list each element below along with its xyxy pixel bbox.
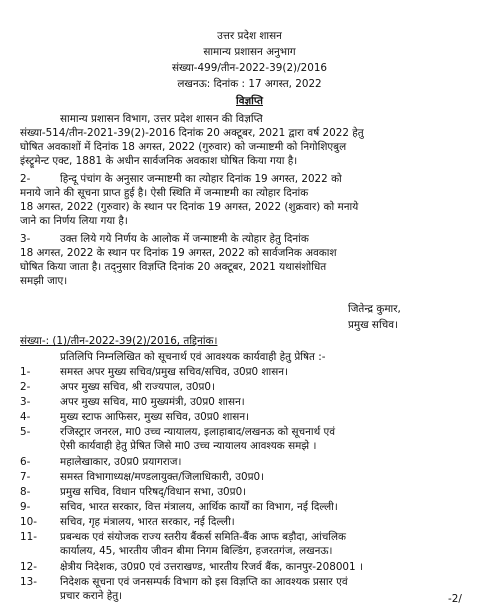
para1-line: संख्या-514/तीन-2021-39(2)-2016 दिनांक 20 अक्टूबर, 2021 द्वारा वर्ष 2022 हेतु <box>20 127 364 139</box>
signatory-name: जितेन्द्र कुमार, <box>348 303 401 315</box>
copy-item-number: 8- <box>20 486 31 498</box>
copy-item-text: निदेशक सूचना एवं जनसम्पर्क विभाग को इस विज्ञप्ति का आवश्यक प्रसार एवं <box>60 576 348 588</box>
copy-number-line: संख्या-: (1)/तीन-2022-39(2)/2016, तद्दिनांक। <box>20 335 218 347</box>
copy-item-number: 13- <box>20 576 37 588</box>
signatory-designation: प्रमुख सचिव। <box>348 319 398 331</box>
copy-item-number: 5- <box>20 426 31 438</box>
para3-number: 3- <box>20 233 31 245</box>
copy-item-number: 12- <box>20 561 37 573</box>
copy-item-number: 7- <box>20 471 31 483</box>
copy-item-number: 1- <box>20 366 31 378</box>
place-date: लखनऊ: दिनांक : 17 अगस्त, 2022 <box>177 78 322 90</box>
copy-item-number: 4- <box>20 411 31 423</box>
para2-line: जाने का निर्णय लिया गया है। <box>20 215 128 227</box>
copy-item-number: 11- <box>20 531 37 543</box>
copy-item-text: कार्यालय, 45, भारतीय जीवन बीमा निगम बिल्डिंग, हजरतगंज, लखनऊ। <box>60 545 333 557</box>
para1-line: इंस्ट्रूमेन्ट एक्ट, 1881 के अधीन सार्वजनिक अवकाश घोषित किया गया है। <box>20 155 298 167</box>
para3-line: 18 अगस्त, 2022 के स्थान पर दिनांक 19 अगस्त, 2022 को सार्वजनिक अवकाश <box>20 247 337 259</box>
copy-item-text: रजिस्ट्रार जनरल, मा0 उच्च न्यायालय, इलाहाबाद/लखनऊ को सूचनार्थ एवं <box>60 426 336 438</box>
copy-intro: प्रतिलिपि निम्नलिखित को सूचनार्थ एवं आवश्यक कार्यवाही हेतु प्रेषित :- <box>60 351 326 363</box>
copy-item-text: क्षेत्रीय निदेशक, उ0प्र0 एवं उत्तराखण्ड, भारतीय रिजर्व बैंक, कानपुर-208001 । <box>60 561 363 573</box>
copy-item-number: 9- <box>20 501 31 513</box>
reference-number: संख्या-499/तीन-2022-39(2)/2016 <box>171 62 328 74</box>
para3-line: उक्त लिये गये निर्णय के आलोक में जन्माष्टमी के त्योहार हेतु दिनांक <box>60 233 309 245</box>
copy-item-text: ऐसी कार्यवाही हेतु प्रेषित जिसे मा0 उच्च न्यायालय आवश्यक समझे । <box>60 440 317 452</box>
copy-item-number: 10- <box>20 516 37 528</box>
copy-item-number: 3- <box>20 396 31 408</box>
copy-item-text: प्रबन्धक एवं संयोजक राज्य स्तरीय बैंकर्स समिति-बैंक आफ बड़ौदा, आंचलिक <box>60 531 347 543</box>
para2-line: 18 अगस्त, 2022 (गुरुवार) के स्थान पर दिनांक 19 अगस्त, 2022 (शुक्रवार) को मनाये <box>20 201 359 213</box>
para3-line: घोषित किया जाता है। तद्नुसार विज्ञप्ति दिनांक 20 अक्टूबर, 2021 यथासंशोधित <box>20 261 327 273</box>
copy-item-text: महालेखाकार, उ0प्र0 प्रयागराज। <box>60 456 182 468</box>
copy-item-text: समस्त अपर मुख्य सचिव/प्रमुख सचिव/सचिव, उ0प्र0 शासन। <box>60 366 288 378</box>
para2-line: मनाये जाने की सूचना प्राप्त हुई है। ऐसी स्थिति में जन्माष्टमी का त्योहार दिनांक <box>20 187 309 199</box>
copy-item-text: मुख्य स्टाफ आफिसर, मुख्य सचिव, उ0प्र0 शासन। <box>60 411 250 423</box>
copy-item-text: अपर मुख्य सचिव, मा0 मुख्यमंत्री, उ0प्र0 शासन। <box>60 396 245 408</box>
department-heading: सामान्य प्रशासन अनुभाग <box>203 46 296 58</box>
page-marker: -2/ <box>448 593 462 605</box>
copy-item-text: प्रचार कराने हेतु। <box>60 590 123 602</box>
para2-line: हिन्दू पंचांग के अनुसार जन्माष्टमी का त्योहार दिनांक 19 अगस्त, 2022 को <box>60 173 342 185</box>
copy-item-number: 2- <box>20 381 31 393</box>
notification-title: विज्ञप्ति <box>236 95 263 107</box>
copy-item-text: सचिव, भारत सरकार, वित्त मंत्रालय, आर्थिक कार्यों का विभाग, नई दिल्ली। <box>60 501 338 513</box>
copy-item-number: 6- <box>20 456 31 468</box>
para1-line: सामान्य प्रशासन विभाग, उत्तर प्रदेश शासन की विज्ञप्ति <box>60 113 263 125</box>
para1-line: घोषित अवकाशों में दिनांक 18 अगस्त, 2022 (गुरुवार) को जन्माष्टमी को निगोशिएबुल <box>20 141 347 153</box>
copy-item-text: अपर मुख्य सचिव, श्री राज्यपाल, उ0प्र0। <box>60 381 215 393</box>
para2-number: 2- <box>20 173 31 185</box>
copy-item-text: सचिव, गृह मंत्रालय, भारत सरकार, नई दिल्ली। <box>60 516 235 528</box>
copy-item-text: समस्त विभागाध्यक्ष/मण्डलायुक्त/जिलाधिकारी, उ0प्र0। <box>60 471 265 483</box>
copy-item-text: प्रमुख सचिव, विधान परिषद्/विधान सभा, उ0प्र0। <box>60 486 247 498</box>
para3-line: समझी जाए। <box>20 275 68 287</box>
government-heading: उत्तर प्रदेश शासन <box>217 30 282 42</box>
